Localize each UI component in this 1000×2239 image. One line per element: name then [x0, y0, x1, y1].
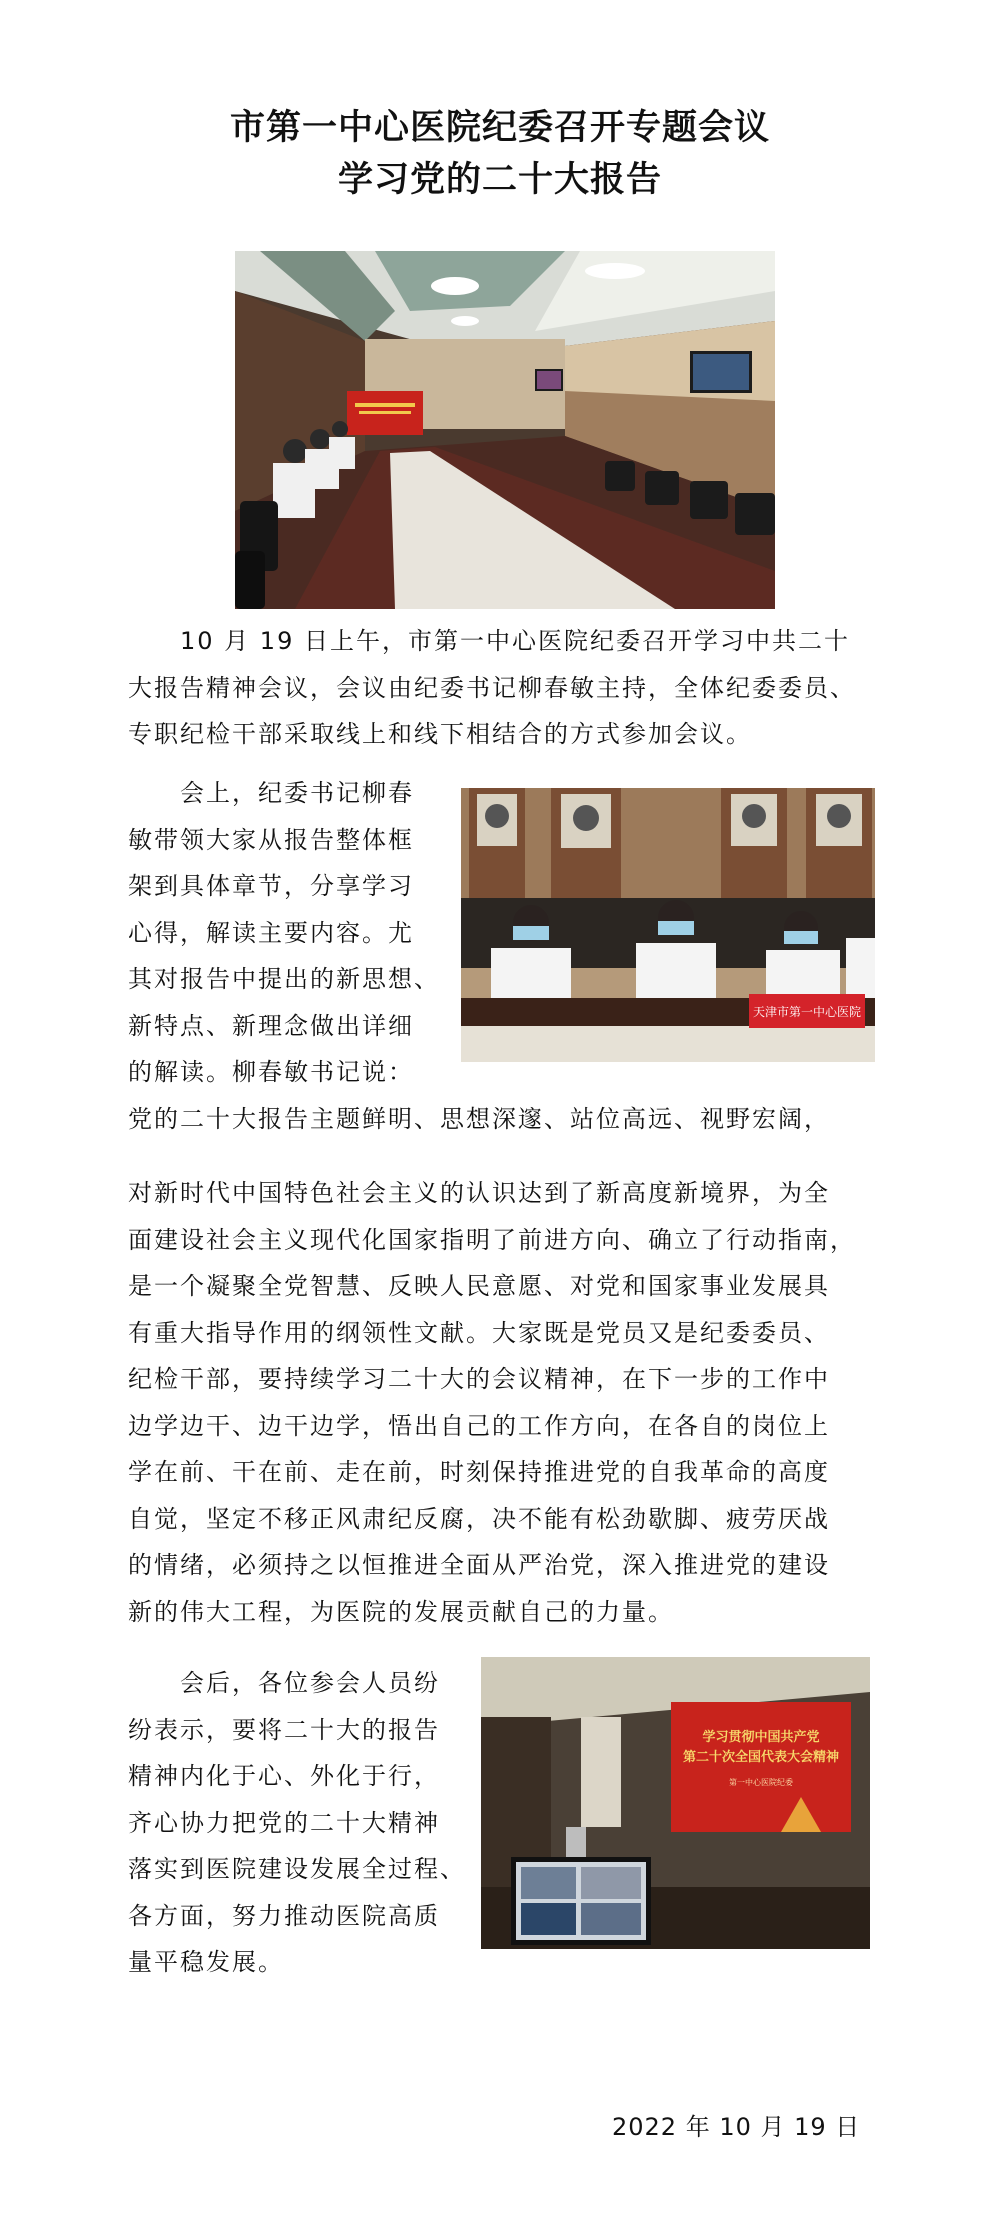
section3-line: 是一个凝聚全党智慧、反映人民意愿、对党和国家事业发展具 [128, 1272, 830, 1300]
section3-line: 新的伟大工程，为医院的发展贡献自己的力量。 [128, 1597, 674, 1626]
title-line-1: 市第一中心医院纪委召开专题会议 [229, 108, 770, 148]
section2-line: 会上，纪委书记柳春 [128, 779, 414, 807]
section4-line: 落实到医院建设发展全过程、 [128, 1855, 466, 1883]
screen-text-line-3: 第一中心医院纪委 [729, 1778, 793, 1787]
section3-paragraph [128, 1170, 888, 1635]
section4-line: 各方面，努力推动医院高质 [128, 1901, 440, 1930]
section3-line: 纪检干部，要持续学习二十大的会议精神，在下一步的工作中 [128, 1365, 830, 1393]
screen-text-line-1: 学习贯彻中国共产党 [702, 1730, 820, 1745]
section2-line: 的解读。柳春敏书记说： [128, 1058, 414, 1086]
screen-text-line-2: 第二十次全国代表大会精神 [682, 1750, 840, 1765]
section4-line: 会后，各位参会人员纷 [128, 1669, 440, 1697]
intro-paragraph [128, 618, 872, 758]
title-line-2: 学习党的二十大报告 [337, 160, 662, 200]
section3-line: 对新时代中国特色社会主义的认识达到了新高度新境界，为全 [128, 1179, 830, 1207]
name-sign-text: 天津市第一中心医院 [752, 1005, 862, 1019]
section2-line: 敏带领大家从报告整体框 [128, 825, 414, 854]
section2-line: 心得，解读主要内容。尤 [128, 918, 414, 947]
intro-line: 大报告精神会议，会议由纪委书记柳春敏主持，全体纪委委员、 [128, 673, 856, 702]
section2-line: 新特点、新理念做出详细 [128, 1011, 414, 1040]
intro-line: 10 月 19 日上午，市第一中心医院纪委召开学习中共二十 [128, 627, 850, 655]
section3-line: 有重大指导作用的纲领性文献。大家既是党员又是纪委委员、 [128, 1318, 830, 1347]
section3-line: 学在前、干在前、走在前，时刻保持推进党的自我革命的高度 [128, 1458, 830, 1486]
red-screen [671, 1702, 851, 1832]
conference-room-photo [235, 251, 775, 609]
section2-line: 架到具体章节，分享学习 [128, 872, 414, 900]
intro-line: 专职纪检干部采取线上和线下相结合的方式参加会议。 [128, 720, 752, 748]
meeting-photo [461, 788, 875, 1062]
section3-line: 面建设社会主义现代化国家指明了前进方向、确立了行动指南， [128, 1225, 856, 1254]
projection-photo [481, 1657, 870, 1949]
section3-line: 边学边干、边干边学，悟出自己的工作方向，在各自的岗位上 [128, 1411, 830, 1440]
section4-line: 齐心协力把党的二十大精神 [128, 1808, 440, 1837]
section4-paragraph [128, 1660, 473, 1986]
section3-line: 自觉，坚定不移正风肃纪反腐，决不能有松劲歇脚、疲劳厌战 [128, 1504, 830, 1533]
section2-line: 其对报告中提出的新思想、 [128, 965, 440, 993]
publish-date: 2022 年 10 月 19 日 [612, 2113, 861, 2141]
section2-line: 党的二十大报告主题鲜明、思想深邃、站位高远、视野宏阔， [128, 1104, 830, 1133]
section4-line: 精神内化于心、外化于行， [128, 1762, 440, 1790]
section4-line: 纷表示，要将二十大的报告 [128, 1715, 440, 1744]
section4-line: 量平稳发展。 [128, 1948, 284, 1976]
section3-line: 的情绪，必须持之以恒推进全面从严治党，深入推进党的建设 [128, 1551, 830, 1579]
